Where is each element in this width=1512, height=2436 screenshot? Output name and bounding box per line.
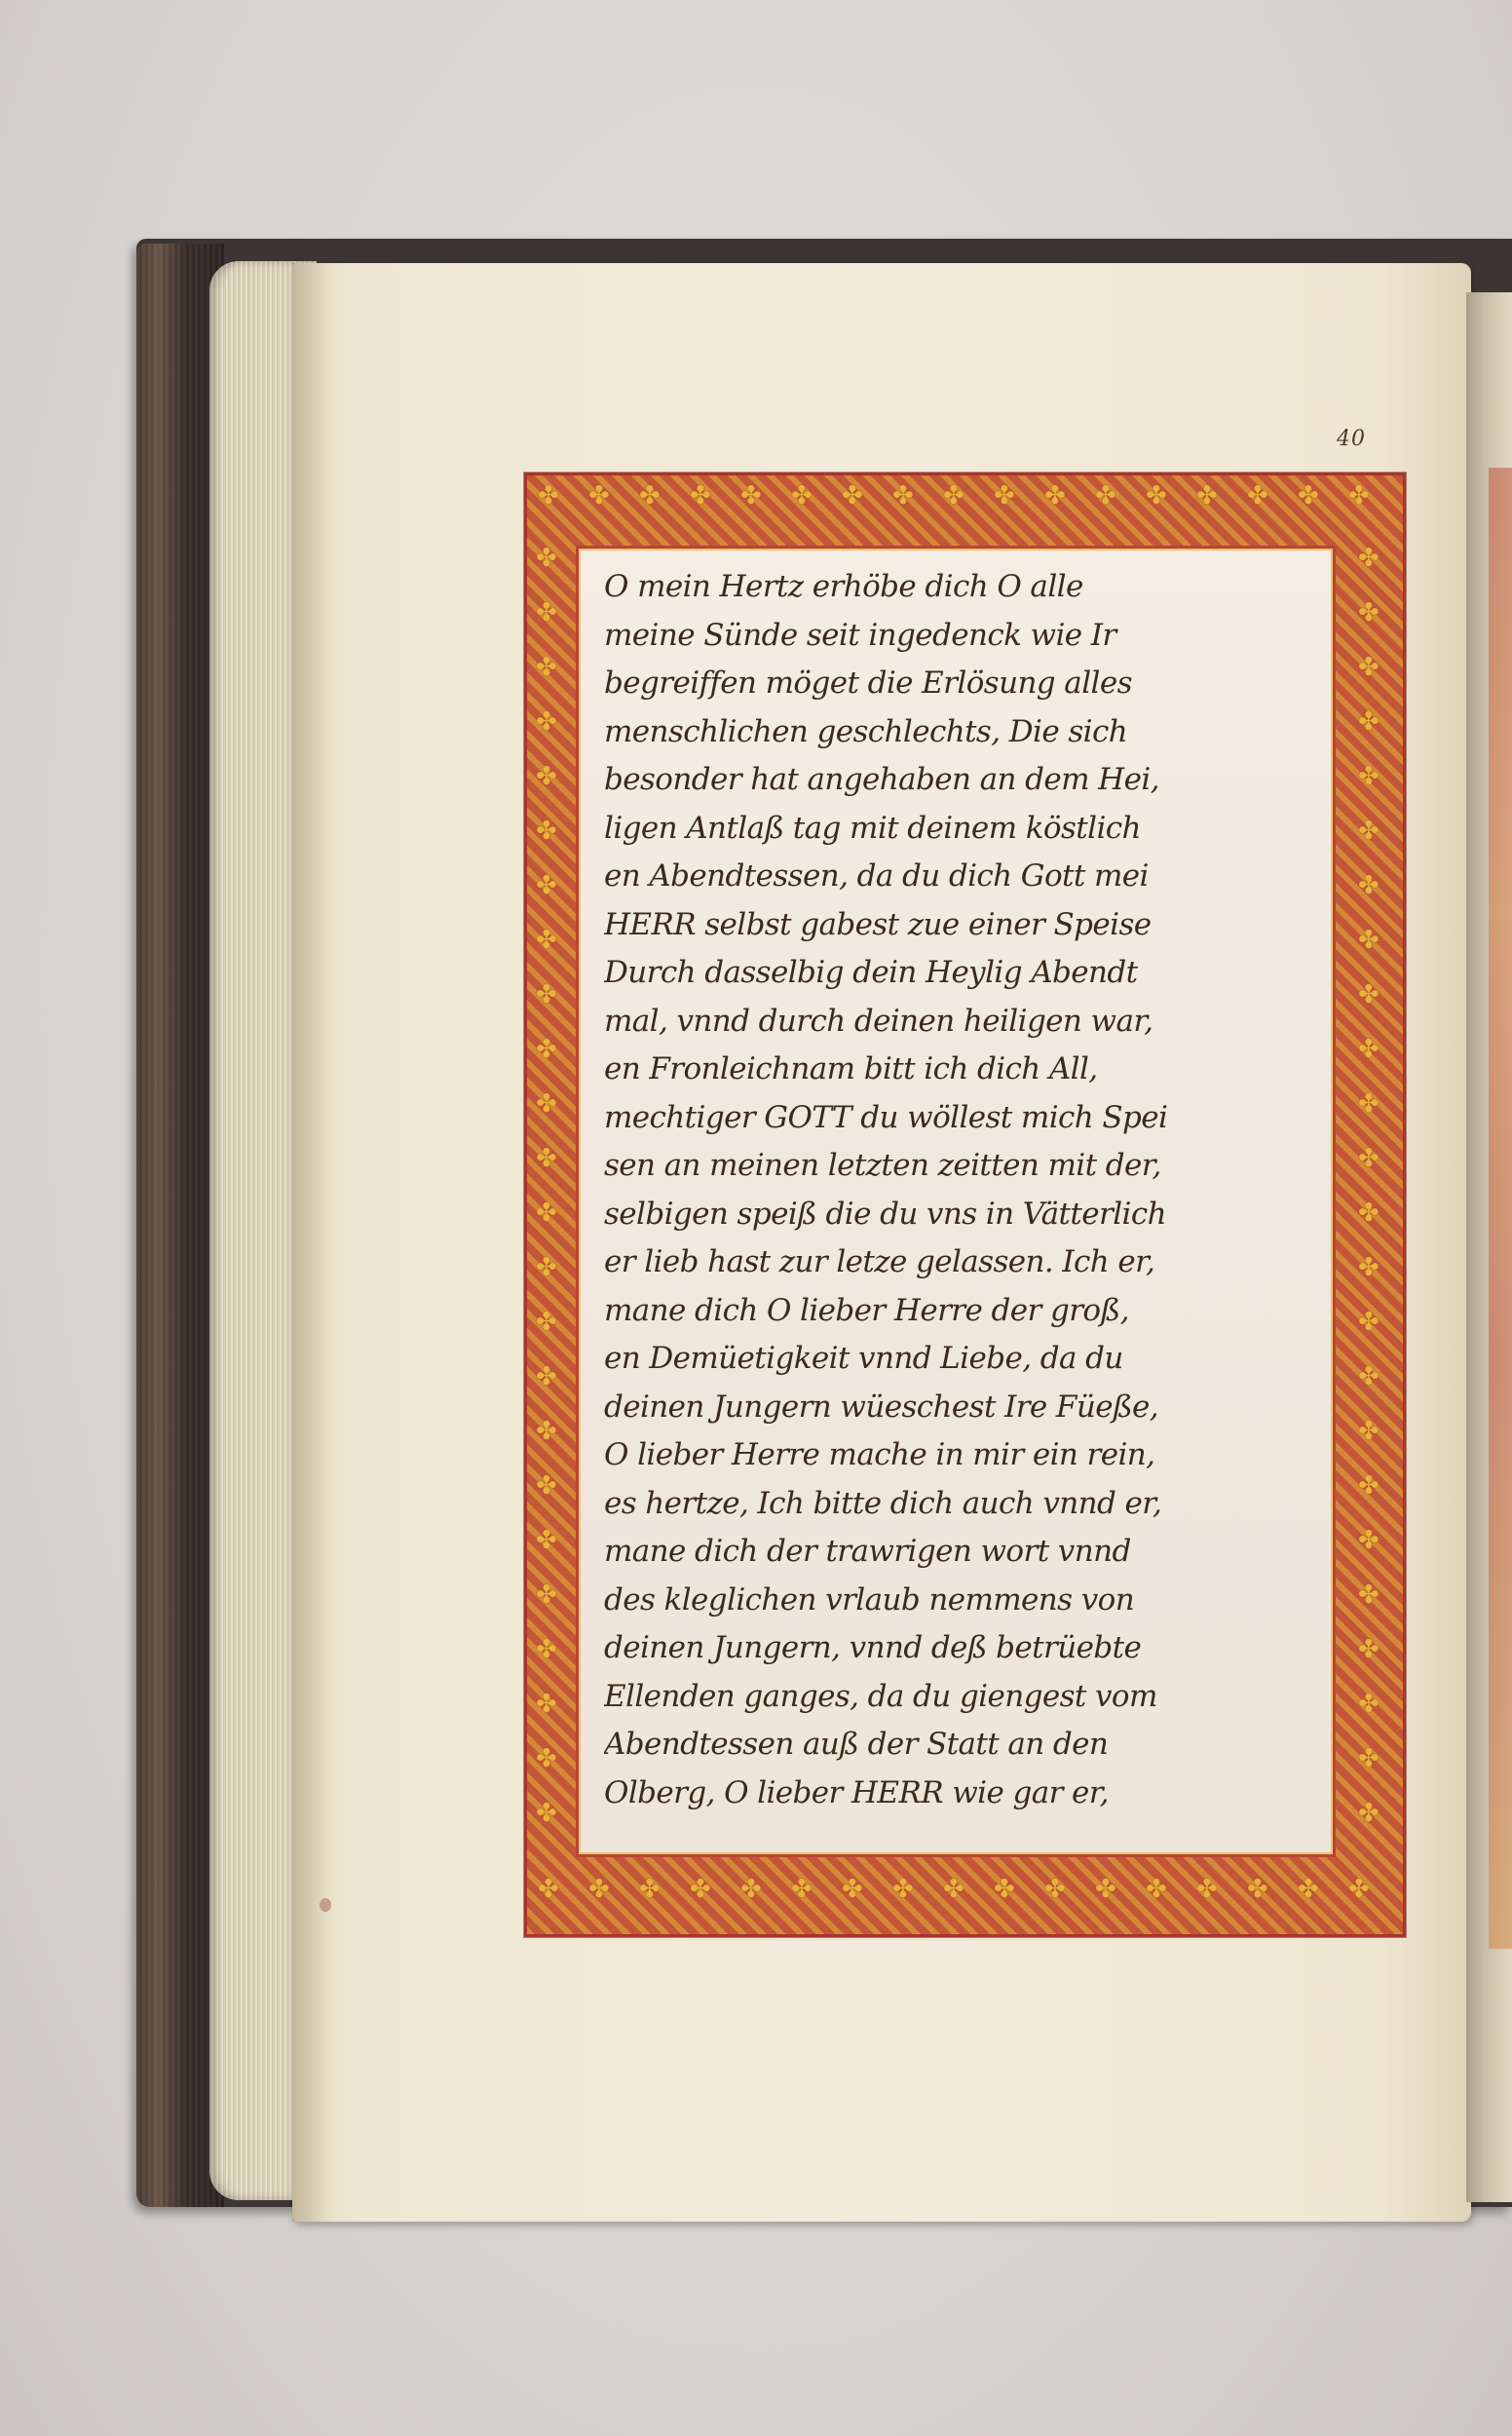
text-line: en Fronleichnam bitt ich dich All, [604,1051,1098,1086]
fleur-ornament-icon: ✤ [536,926,557,955]
fleur-ornament-icon: ✤ [536,871,557,900]
fleur-ornament-icon: ✤ [1358,1199,1380,1228]
text-line: ligen Antlaß tag mit deinem köstlich [604,810,1141,846]
fleur-ornament-icon: ✤ [1358,1362,1380,1391]
fleur-ornament-icon: ✤ [1358,598,1380,628]
text-line: mechtiger GOTT du wöllest mich Spei [604,1099,1168,1135]
fleur-ornament-icon: ✤ [639,481,661,511]
fleur-ornament-icon: ✤ [791,1875,813,1904]
text-line: O lieber Herre mache in mir ein rein, [604,1437,1155,1472]
fleur-ornament-icon: ✤ [994,481,1015,511]
fleur-ornament-icon: ✤ [1358,1744,1380,1773]
text-line: en Abendtessen, da du dich Gott mei [604,858,1149,894]
fleur-ornament-icon: ✤ [1298,481,1319,511]
fleur-ornament-icon: ✤ [536,1417,557,1446]
text-line: es hertze, Ich bitte dich auch vnnd er, [604,1485,1162,1521]
fleur-ornament-icon: ✤ [1358,707,1380,737]
text-line: mal, vnnd durch deinen heiligen war, [604,1003,1153,1039]
text-line: Ellenden ganges, da du giengest vom [604,1678,1157,1714]
fleur-ornament-icon: ✤ [536,1471,557,1501]
text-line: mane dich O lieber Herre der groß, [604,1292,1129,1328]
text-line: meine Sünde seit ingedenck wie Ir [604,617,1116,653]
fleur-ornament-icon: ✤ [943,481,964,511]
folio-number: 40 [1337,427,1366,451]
fleur-ornament-icon: ✤ [1358,544,1380,573]
fleur-ornament-icon: ✤ [1358,1253,1380,1282]
fleur-ornament-icon: ✤ [1358,653,1380,682]
fleur-ornament-icon: ✤ [536,707,557,737]
fleur-ornament-icon: ✤ [1247,1875,1268,1904]
fleur-ornament-icon: ✤ [1196,481,1218,511]
fleur-ornament-icon: ✤ [536,1799,557,1828]
text-line: sen an meinen letzten zeitten mit der, [604,1148,1161,1183]
fleur-ornament-icon: ✤ [536,1308,557,1337]
fleur-ornament-icon: ✤ [536,1089,557,1119]
fleur-ornament-icon: ✤ [536,980,557,1009]
fleur-ornament-icon: ✤ [536,1690,557,1719]
fleur-ornament-icon: ✤ [536,1580,557,1610]
text-line: deinen Jungern wüeschest Ire Füeße, [604,1389,1159,1425]
fleur-ornament-icon: ✤ [842,481,863,511]
text-line: er lieb hast zur letze gelassen. Ich er, [604,1244,1155,1279]
fleur-ornament-icon: ✤ [588,1875,610,1904]
text-line: O mein Hertz erhöbe dich O alle [604,569,1083,604]
fleur-ornament-icon: ✤ [1358,817,1380,846]
fleur-ornament-icon: ✤ [1196,1875,1218,1904]
fleur-ornament-icon: ✤ [943,1875,964,1904]
text-line: des kleglichen vrlaub nemmens von [604,1581,1135,1618]
fleur-ornament-icon: ✤ [690,1875,711,1904]
fleur-ornament-icon: ✤ [994,1875,1015,1904]
fleur-ornament-icon: ✤ [791,481,813,511]
fleur-ornament-icon: ✤ [842,1875,863,1904]
fleur-ornament-icon: ✤ [1348,481,1370,511]
fleur-ornament-icon: ✤ [538,1875,559,1904]
gutter-shadow [292,263,331,2222]
fleur-ornament-icon: ✤ [1146,481,1167,511]
fleur-ornament-icon: ✤ [892,481,914,511]
fleur-ornament-icon: ✤ [536,1199,557,1228]
text-line: menschlichen geschlechts, Die sich [604,713,1128,749]
fleur-ornament-icon: ✤ [536,544,557,573]
fleur-ornament-icon: ✤ [1146,1875,1167,1904]
fleur-ornament-icon: ✤ [1044,1875,1066,1904]
text-line: deinen Jungern, vnnd deß betrüebte [604,1630,1142,1665]
fleur-ornament-icon: ✤ [536,1035,557,1064]
fleur-ornament-icon: ✤ [1358,926,1380,955]
text-line: Abendtessen auß der Statt an den [604,1727,1109,1762]
text-line: selbigen speiß die du vns in Vätterlich [604,1196,1166,1232]
fleur-ornament-icon: ✤ [536,653,557,682]
fleur-ornament-icon: ✤ [690,481,711,511]
fleur-ornament-icon: ✤ [1358,1144,1380,1173]
fleur-ornament-icon: ✤ [1358,1417,1380,1446]
fleur-ornament-icon: ✤ [740,481,762,511]
fleur-ornament-icon: ✤ [1298,1875,1319,1904]
fleur-ornament-icon: ✤ [1358,1089,1380,1119]
fleur-ornament-icon: ✤ [892,1875,914,1904]
fleur-ornament-icon: ✤ [1358,1580,1380,1610]
fleur-ornament-icon: ✤ [1358,1471,1380,1501]
fleur-ornament-icon: ✤ [536,1362,557,1391]
fleur-ornament-icon: ✤ [1358,980,1380,1009]
fleur-ornament-icon: ✤ [536,1635,557,1664]
text-line: HERR selbst gabest zue einer Speise [604,906,1152,942]
fleur-ornament-icon: ✤ [1095,481,1116,511]
fleur-ornament-icon: ✤ [1044,481,1066,511]
fleur-ornament-icon: ✤ [588,481,610,511]
text-line: Olberg, O lieber HERR wie gar er, [604,1774,1109,1810]
text-line: begreiffen möget die Erlösung alles [604,666,1132,701]
fleur-ornament-icon: ✤ [536,1253,557,1282]
fleur-ornament-icon: ✤ [536,762,557,791]
fleur-ornament-icon: ✤ [538,481,559,511]
fleur-ornament-icon: ✤ [536,1744,557,1773]
facing-page-border [1489,468,1512,1949]
fleur-ornament-icon: ✤ [1095,1875,1116,1904]
ink-stain [320,1898,331,1912]
fleur-ornament-icon: ✤ [1247,481,1268,511]
fleur-ornament-icon: ✤ [536,598,557,628]
fleur-ornament-icon: ✤ [1348,1875,1370,1904]
fleur-ornament-icon: ✤ [740,1875,762,1904]
fleur-ornament-icon: ✤ [639,1875,661,1904]
text-line: Durch dasselbig dein Heylig Abendt [604,955,1138,990]
text-line: en Demüetigkeit vnnd Liebe, da du [604,1341,1123,1376]
fleur-ornament-icon: ✤ [1358,1690,1380,1719]
fleur-ornament-icon: ✤ [536,817,557,846]
fleur-ornament-icon: ✤ [1358,871,1380,900]
fleur-ornament-icon: ✤ [1358,762,1380,791]
fleur-ornament-icon: ✤ [536,1144,557,1173]
fleur-ornament-icon: ✤ [1358,1035,1380,1064]
fleur-ornament-icon: ✤ [1358,1308,1380,1337]
manuscript-text [604,563,1325,1817]
fleur-ornament-icon: ✤ [1358,1799,1380,1828]
fleur-ornament-icon: ✤ [1358,1635,1380,1664]
fleur-ornament-icon: ✤ [536,1526,557,1555]
text-line: mane dich der trawrigen wort vnnd [604,1534,1131,1569]
fleur-ornament-icon: ✤ [1358,1526,1380,1555]
text-line: besonder hat angehaben an dem Hei, [604,762,1159,797]
